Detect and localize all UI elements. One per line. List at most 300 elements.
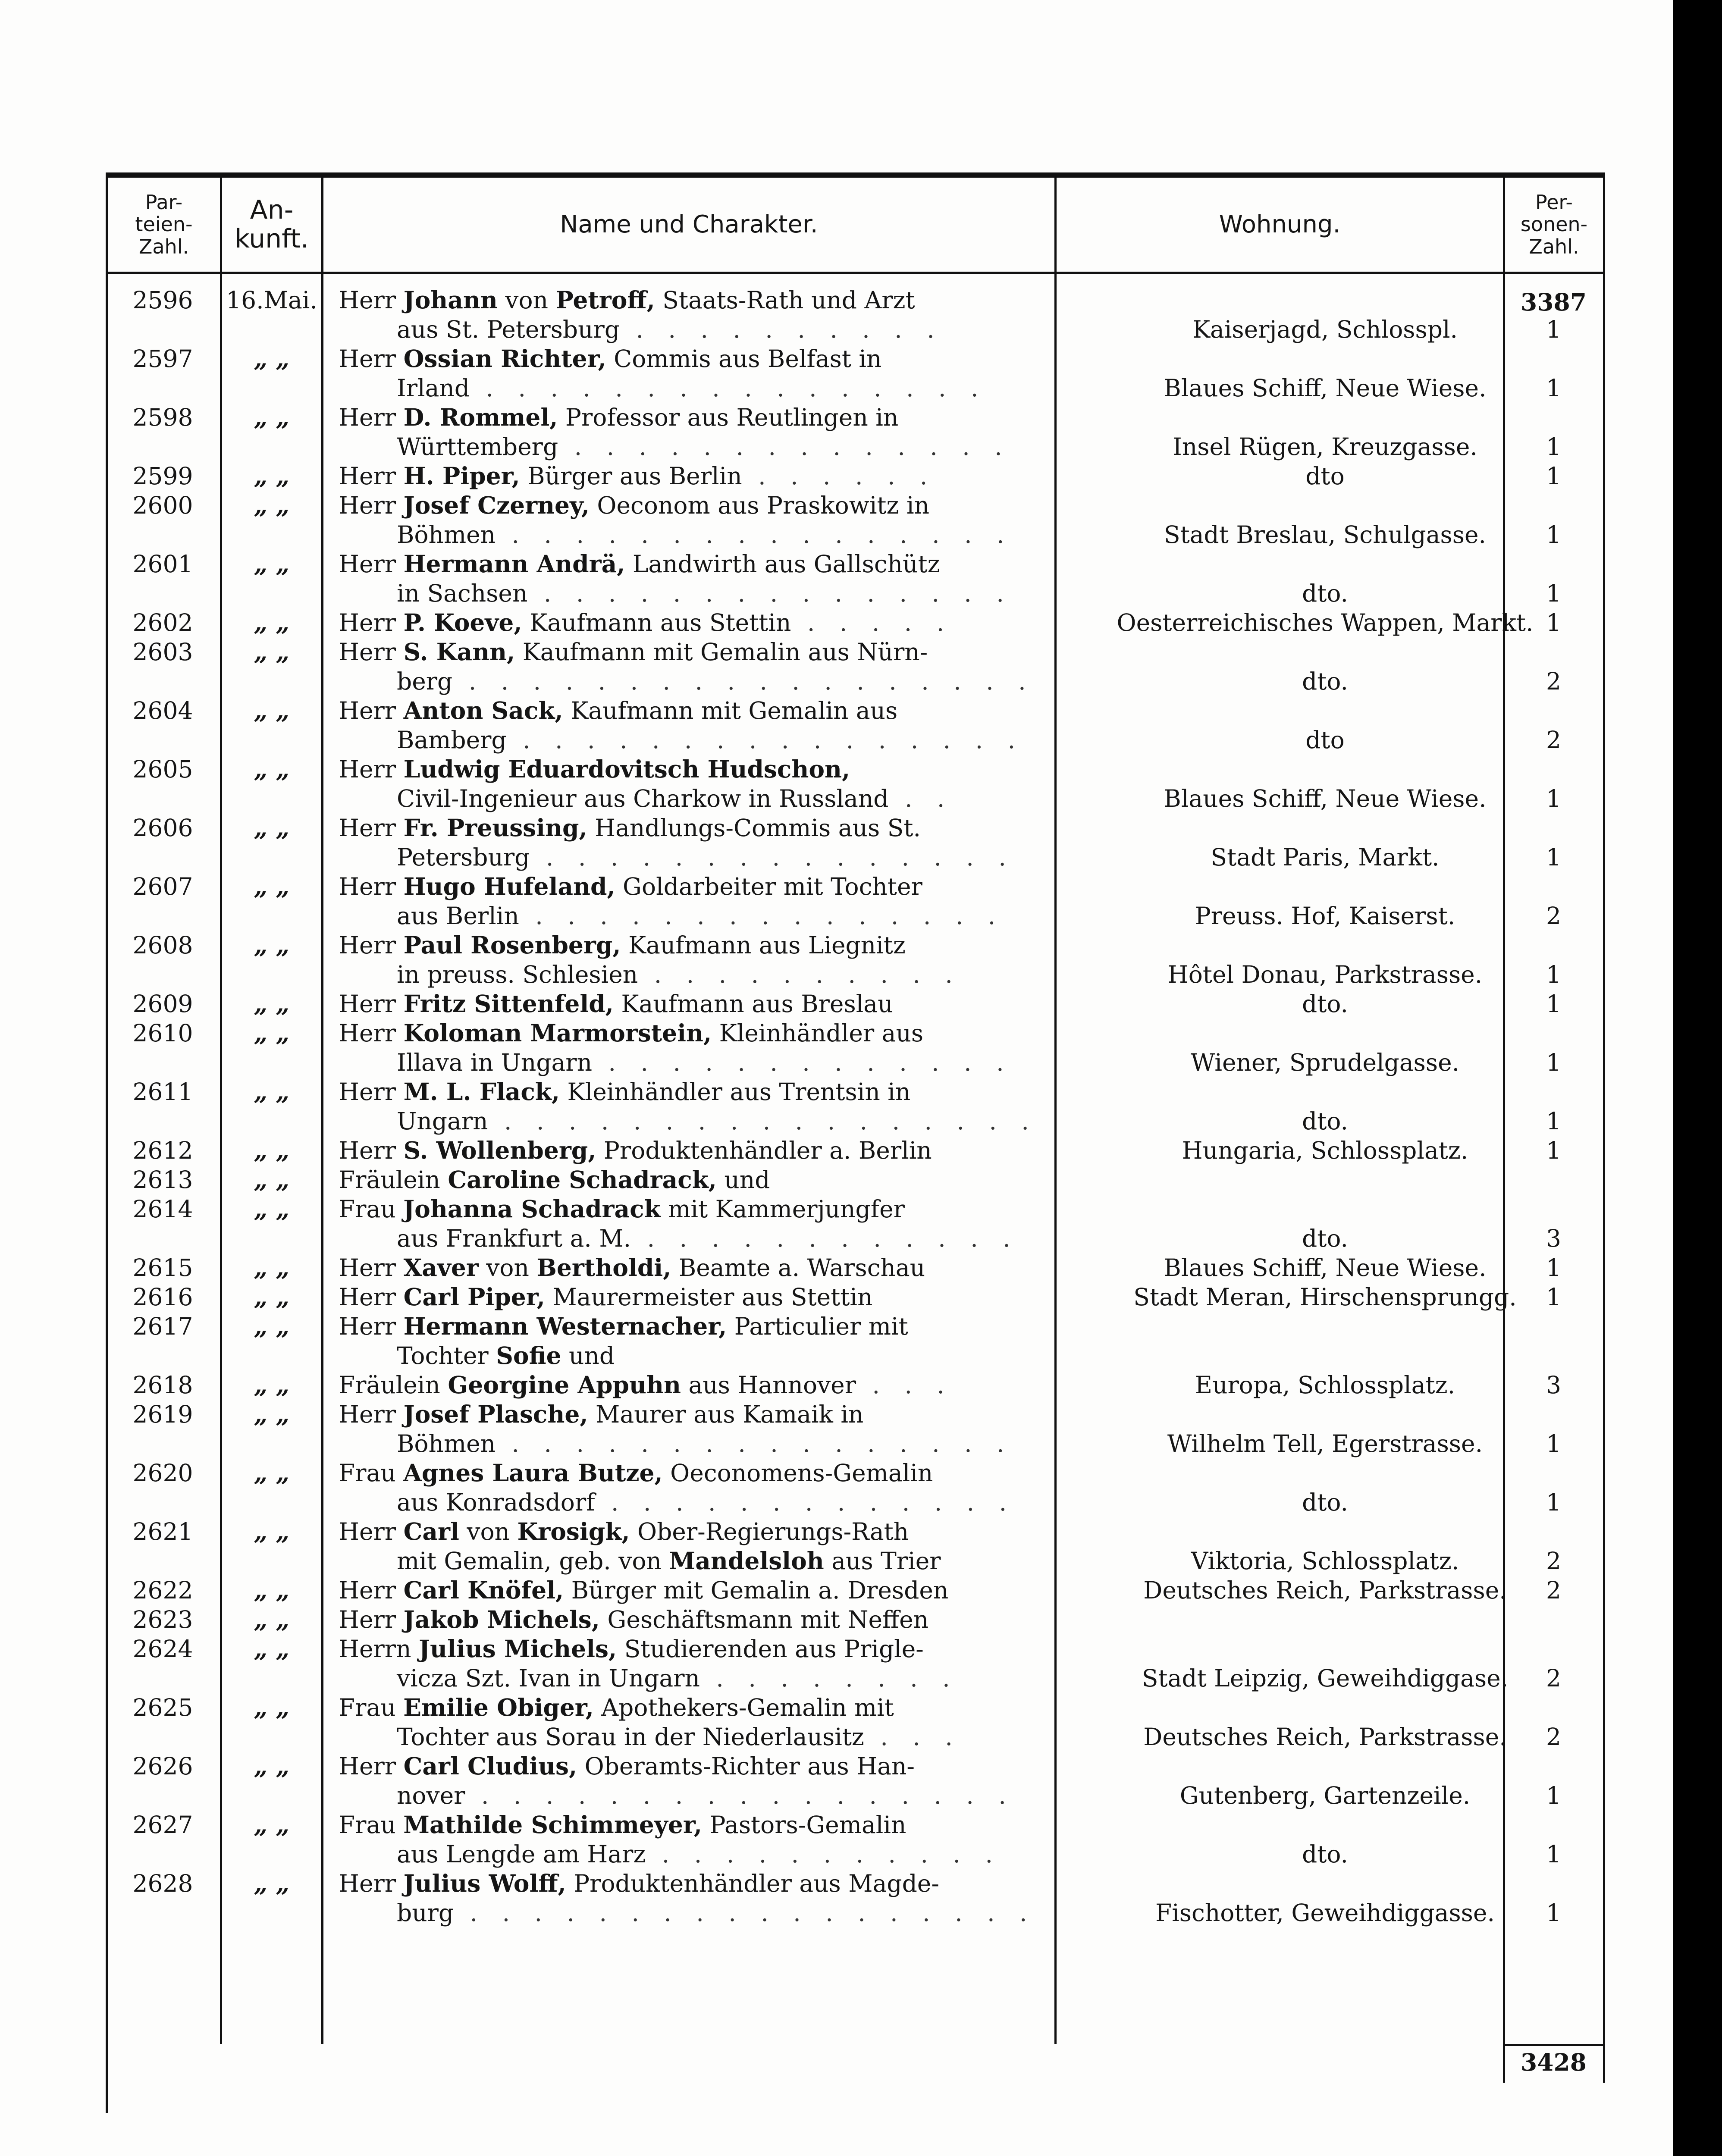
guest-name: S. Kann, bbox=[403, 638, 515, 666]
guest-name-character bbox=[339, 549, 1149, 608]
guest-name: Bertholdi, bbox=[536, 1253, 671, 1282]
guest-name: Paul Rosenberg, bbox=[403, 931, 621, 959]
person-count: 3 bbox=[1546, 1371, 1561, 1399]
guest-name: Hermann Westernacher, bbox=[403, 1312, 727, 1340]
guest-name: Josef Plasche, bbox=[403, 1400, 588, 1428]
entry-text: Petersburg bbox=[397, 843, 530, 871]
residence: dto. bbox=[1302, 667, 1348, 695]
arrival-date: „ „ bbox=[254, 755, 290, 783]
person-count: 1 bbox=[1546, 990, 1561, 1018]
guest-name-character bbox=[339, 989, 1149, 1018]
leader-dots: . . . . . . . . . . . . . . . . . . bbox=[454, 1899, 1036, 1927]
entry-line bbox=[339, 1400, 1149, 1429]
entry-text: Herr bbox=[339, 755, 404, 783]
table-row bbox=[106, 1400, 1605, 1458]
entry-text: in preuss. Schlesien bbox=[397, 961, 638, 988]
guest-name-character bbox=[339, 285, 1149, 344]
entry-text: Commis aus Belfast in bbox=[606, 345, 882, 373]
header-arrival: An- kunft. bbox=[235, 194, 309, 254]
person-count: 1 bbox=[1546, 1107, 1561, 1135]
person-count: 2 bbox=[1546, 902, 1561, 930]
leader-dots: . . . . . . . . . . . . . . . . . . bbox=[452, 667, 1035, 695]
entry-line bbox=[339, 1576, 1149, 1605]
entry-text: Landwirth aus Gallschütz bbox=[625, 550, 940, 578]
entry-text: Kaufmann aus Breslau bbox=[613, 990, 893, 1018]
entry-text: Herr bbox=[339, 931, 404, 959]
guest-name: Ossian Richter, bbox=[403, 345, 606, 373]
total-count: 3428 bbox=[1520, 2048, 1587, 2076]
entry-text: Illava in Ungarn bbox=[397, 1049, 593, 1076]
guest-name: Anton Sack, bbox=[403, 696, 563, 724]
guest-name: Georgine Appuhn bbox=[448, 1371, 681, 1399]
arrival-date: „ „ bbox=[254, 1811, 290, 1839]
table-row bbox=[106, 1194, 1605, 1253]
entry-line bbox=[339, 1224, 1149, 1253]
guest-name: Hermann Andrä, bbox=[403, 550, 625, 578]
guest-name-character bbox=[339, 1282, 1149, 1312]
entry-text: Kleinhändler aus bbox=[712, 1019, 924, 1047]
guest-name: Josef Czerney, bbox=[403, 491, 590, 519]
entry-text: aus St. Petersburg bbox=[397, 316, 620, 343]
register-rows bbox=[106, 285, 1605, 1927]
entry-text: Herr bbox=[339, 873, 404, 900]
entry-text: burg bbox=[397, 1899, 454, 1927]
entry-line bbox=[339, 843, 1149, 872]
entry-text: Geschäftsmann mit Neffen bbox=[599, 1606, 929, 1633]
residence: dto bbox=[1305, 462, 1345, 490]
entry-line bbox=[339, 872, 1149, 901]
entry-line bbox=[339, 1898, 1149, 1927]
entry-text: Herr bbox=[339, 1401, 404, 1428]
guest-name-character bbox=[339, 1517, 1149, 1576]
guest-name-character bbox=[339, 1810, 1149, 1869]
guest-name-character bbox=[339, 1869, 1149, 1927]
entry-text: Civil-Ingenieur aus Charkow in Russland bbox=[397, 785, 889, 812]
table-row bbox=[106, 344, 1605, 403]
table-row bbox=[106, 1576, 1605, 1605]
entry-text: Herr bbox=[339, 1606, 404, 1633]
leader-dots: . . . . . . . . . . . . . bbox=[592, 1049, 1013, 1076]
entry-line bbox=[339, 608, 1149, 637]
leader-dots: . . bbox=[888, 785, 954, 812]
entry-text: Bürger aus Berlin bbox=[520, 462, 742, 490]
entry-line bbox=[339, 1722, 1149, 1752]
guest-name: Mandelsloh bbox=[669, 1547, 824, 1575]
entry-line bbox=[339, 667, 1149, 696]
person-count: 1 bbox=[1546, 961, 1561, 988]
entry-line bbox=[339, 344, 1149, 373]
entry-line bbox=[339, 960, 1149, 989]
party-number: 2602 bbox=[132, 609, 193, 636]
party-number: 2625 bbox=[132, 1694, 193, 1721]
guest-name-character bbox=[339, 1194, 1149, 1253]
party-number: 2614 bbox=[132, 1195, 193, 1223]
guest-name: D. Rommel, bbox=[403, 403, 558, 431]
person-count: 2 bbox=[1546, 726, 1561, 754]
guest-name: Agnes Laura Butze, bbox=[403, 1459, 663, 1487]
entry-text: Bamberg bbox=[397, 726, 507, 754]
entry-line bbox=[339, 637, 1149, 667]
arrival-date: „ „ bbox=[254, 1752, 290, 1780]
entry-text: von bbox=[459, 1518, 518, 1545]
entry-line bbox=[339, 1165, 1149, 1194]
entry-text: aus Lengde am Harz bbox=[397, 1840, 646, 1868]
leader-dots: . . . . . . . . . . . . bbox=[631, 1225, 1019, 1252]
entry-line bbox=[339, 725, 1149, 755]
arrival-date: „ „ bbox=[254, 1576, 290, 1604]
residence: Stadt Breslau, Schulgasse. bbox=[1164, 521, 1486, 548]
guest-name: Fr. Preussing, bbox=[403, 814, 587, 842]
residence: Gutenberg, Gartenzeile. bbox=[1179, 1782, 1471, 1809]
guest-name-character bbox=[339, 1165, 1149, 1194]
table-row bbox=[106, 1312, 1605, 1370]
entry-text: Herr bbox=[339, 1518, 404, 1545]
guest-name: Johann bbox=[403, 286, 498, 314]
leader-dots: . . . . . . . . . . . . . . . . bbox=[496, 1430, 1013, 1457]
arrival-date: „ „ bbox=[254, 1136, 290, 1164]
entry-text: Maurer aus Kamaik in bbox=[588, 1401, 864, 1428]
guest-name: Petroff, bbox=[555, 286, 655, 314]
party-number: 2613 bbox=[132, 1166, 193, 1194]
leader-dots: . . . . . . . . . . . . . . . . bbox=[506, 726, 1024, 754]
party-number: 2626 bbox=[132, 1752, 193, 1780]
leader-dots: . . . . . . . . bbox=[699, 1664, 959, 1692]
entry-text: Tochter aus Sorau in der Niederlausitz bbox=[397, 1723, 864, 1751]
entry-text: Kaufmann mit Gemalin aus bbox=[563, 697, 898, 724]
header-rule bbox=[106, 272, 1605, 274]
entry-line bbox=[339, 1517, 1149, 1546]
party-number: 2603 bbox=[132, 638, 193, 666]
entry-line bbox=[339, 1781, 1149, 1810]
table-row bbox=[106, 1018, 1605, 1077]
guest-register-table bbox=[106, 172, 1605, 2113]
entry-line bbox=[339, 1605, 1149, 1634]
table-row bbox=[106, 1693, 1605, 1752]
entry-line bbox=[339, 1458, 1149, 1488]
residence: dto. bbox=[1302, 1489, 1348, 1516]
entry-line bbox=[339, 1752, 1149, 1781]
party-number: 2609 bbox=[132, 990, 193, 1018]
entry-text: Herr bbox=[339, 990, 404, 1018]
arrival-date: „ „ bbox=[254, 696, 290, 724]
entry-line bbox=[339, 403, 1149, 432]
entry-text: und bbox=[716, 1166, 770, 1194]
party-number: 2597 bbox=[132, 345, 193, 373]
residence: Blaues Schiff, Neue Wiese. bbox=[1164, 1254, 1487, 1282]
guest-name-character bbox=[339, 1077, 1149, 1136]
residence: dto bbox=[1305, 726, 1345, 754]
entry-text: nover bbox=[397, 1782, 465, 1809]
entry-line bbox=[339, 813, 1149, 843]
leader-dots: . . . . . . . . . . . . . . . bbox=[530, 843, 1015, 871]
entry-line bbox=[339, 755, 1149, 784]
party-number: 2616 bbox=[132, 1283, 193, 1311]
person-count: 1 bbox=[1546, 462, 1561, 490]
entry-line bbox=[339, 373, 1149, 403]
guest-name-character bbox=[339, 755, 1149, 813]
leader-dots: . . . . . bbox=[791, 609, 953, 636]
entry-text: Frau bbox=[339, 1195, 404, 1223]
guest-name-character bbox=[339, 931, 1149, 989]
arrival-date: „ „ bbox=[254, 1166, 290, 1194]
guest-name: Emilie Obiger, bbox=[403, 1693, 594, 1721]
entry-text: Bürger mit Gemalin a. Dresden bbox=[564, 1576, 949, 1604]
arrival-date: 16.Mai. bbox=[226, 286, 317, 314]
entry-line bbox=[339, 461, 1149, 491]
leader-dots: . . . . . . . . . . . . . . . bbox=[519, 902, 1004, 930]
entry-line bbox=[339, 520, 1149, 549]
guest-name-character bbox=[339, 1693, 1149, 1752]
guest-name: Carl Piper, bbox=[403, 1283, 545, 1311]
entry-line bbox=[339, 1869, 1149, 1898]
guest-name: Ludwig Eduardovitsch Hudschon, bbox=[403, 755, 850, 783]
person-count: 2 bbox=[1546, 667, 1561, 695]
party-number: 2605 bbox=[132, 755, 193, 783]
arrival-date: „ „ bbox=[254, 550, 290, 578]
person-count: 1 bbox=[1546, 1899, 1561, 1927]
arrival-date: „ „ bbox=[254, 1283, 290, 1311]
entry-text: Ungarn bbox=[397, 1107, 488, 1135]
entry-text: Oeconom aus Praskowitz in bbox=[589, 492, 930, 519]
entry-text: von bbox=[497, 286, 556, 314]
table-row bbox=[106, 696, 1605, 755]
party-number: 2601 bbox=[132, 550, 193, 578]
table-row bbox=[106, 989, 1605, 1018]
arrival-date: „ „ bbox=[254, 1459, 290, 1487]
entry-text: Herr bbox=[339, 1019, 404, 1047]
guest-name: M. L. Flack, bbox=[403, 1078, 560, 1106]
entry-text: Frau bbox=[339, 1811, 404, 1839]
table-row bbox=[106, 813, 1605, 872]
arrival-date: „ „ bbox=[254, 1693, 290, 1721]
table-row bbox=[106, 1517, 1605, 1576]
guest-name: P. Koeve, bbox=[403, 608, 522, 636]
residence: Blaues Schiff, Neue Wiese. bbox=[1164, 374, 1487, 402]
entry-text: aus Frankfurt a. M. bbox=[397, 1225, 631, 1252]
table-row bbox=[106, 1253, 1605, 1282]
arrival-date: „ „ bbox=[254, 1019, 290, 1047]
person-count: 1 bbox=[1546, 1283, 1561, 1311]
table-row bbox=[106, 1165, 1605, 1194]
entry-text: aus Hannover bbox=[681, 1371, 856, 1399]
arrival-date: „ „ bbox=[254, 1400, 290, 1428]
entry-text: Apothekers-Gemalin mit bbox=[593, 1694, 894, 1721]
table-row bbox=[106, 1458, 1605, 1517]
entry-line bbox=[339, 1018, 1149, 1048]
entry-text: Kaufmann aus Liegnitz bbox=[621, 931, 906, 959]
guest-name: Caroline Schadrack, bbox=[448, 1166, 717, 1194]
entry-line bbox=[339, 1839, 1149, 1869]
residence: Hungaria, Schlossplatz. bbox=[1182, 1137, 1468, 1164]
entry-line bbox=[339, 1282, 1149, 1312]
entry-line bbox=[339, 285, 1149, 315]
guest-name-character bbox=[339, 813, 1149, 872]
table-row bbox=[106, 1370, 1605, 1400]
entry-text: berg bbox=[397, 667, 453, 695]
guest-name: Carl Knöfel, bbox=[403, 1576, 564, 1604]
table-row bbox=[106, 549, 1605, 608]
leader-dots: . . . . . . . . . . . . . . bbox=[558, 433, 1011, 461]
arrival-date: „ „ bbox=[254, 872, 290, 900]
entry-text: Goldarbeiter mit Tochter bbox=[615, 873, 922, 900]
party-number: 2618 bbox=[132, 1371, 193, 1399]
person-count: 1 bbox=[1546, 609, 1561, 636]
residence: Oesterreichisches Wappen, Markt. bbox=[1117, 609, 1534, 636]
guest-name-character bbox=[339, 637, 1149, 696]
entry-text: Württemberg bbox=[397, 433, 558, 461]
table-row bbox=[106, 1810, 1605, 1869]
arrival-date: „ „ bbox=[254, 638, 290, 666]
entry-line bbox=[339, 1048, 1149, 1077]
party-number: 2622 bbox=[132, 1576, 193, 1604]
person-count: 1 bbox=[1546, 785, 1561, 812]
person-count: 1 bbox=[1546, 1430, 1561, 1457]
table-row bbox=[106, 461, 1605, 491]
guest-name-character bbox=[339, 1458, 1149, 1517]
residence: Wiener, Sprudelgasse. bbox=[1190, 1049, 1460, 1076]
entry-line bbox=[339, 432, 1149, 461]
residence: Viktoria, Schlossplatz. bbox=[1191, 1547, 1459, 1575]
entry-line bbox=[339, 1341, 1149, 1370]
entry-text: Tochter bbox=[397, 1342, 496, 1369]
residence: Insel Rügen, Kreuzgasse. bbox=[1173, 433, 1477, 461]
entry-text: aus Trier bbox=[824, 1547, 941, 1575]
arrival-date: „ „ bbox=[254, 462, 290, 490]
entry-text: Kleinhändler aus Trentsin in bbox=[560, 1078, 911, 1106]
entry-text: Oeconomens-Gemalin bbox=[662, 1459, 933, 1487]
party-number: 2610 bbox=[132, 1019, 193, 1047]
entry-line bbox=[339, 1194, 1149, 1224]
entry-text: Böhmen bbox=[397, 521, 496, 548]
guest-name: Fritz Sittenfeld, bbox=[403, 990, 614, 1018]
guest-name: S. Wollenberg, bbox=[403, 1136, 596, 1164]
person-count: 1 bbox=[1546, 374, 1561, 402]
guest-name-character bbox=[339, 461, 1149, 491]
guest-name-character bbox=[339, 403, 1149, 461]
entry-text: Böhmen bbox=[397, 1430, 496, 1457]
entry-text: Beamte a. Warschau bbox=[671, 1254, 925, 1282]
arrival-date: „ „ bbox=[254, 1869, 290, 1897]
entry-text: Particulier mit bbox=[727, 1313, 908, 1340]
residence: Hôtel Donau, Parkstrasse. bbox=[1167, 961, 1483, 988]
entry-text: Herr bbox=[339, 609, 404, 636]
table-row bbox=[106, 755, 1605, 813]
party-number: 2615 bbox=[132, 1254, 193, 1282]
entry-text: Herr bbox=[339, 638, 404, 666]
entry-text: Herr bbox=[339, 814, 404, 842]
leader-dots: . . . . . . . . . . . . . . . . . bbox=[465, 1782, 1015, 1809]
arrival-date: „ „ bbox=[254, 1371, 290, 1399]
guest-name-character bbox=[339, 696, 1149, 755]
entry-text: Produktenhändler aus Magde- bbox=[566, 1870, 939, 1897]
entry-line bbox=[339, 1546, 1149, 1576]
person-count: 1 bbox=[1546, 1782, 1561, 1809]
guest-name-character bbox=[339, 491, 1149, 549]
guest-name-character bbox=[339, 1253, 1149, 1282]
entry-text: Kaufmann aus Stettin bbox=[522, 609, 791, 636]
residence: Deutsches Reich, Parkstrasse. bbox=[1143, 1723, 1507, 1751]
leader-dots: . . . bbox=[856, 1371, 953, 1399]
guest-name: Sofie bbox=[496, 1341, 561, 1369]
residence: Kaiserjagd, Schlosspl. bbox=[1192, 316, 1458, 343]
guest-name: Julius Michels, bbox=[419, 1635, 617, 1663]
residence: Preuss. Hof, Kaiserst. bbox=[1195, 902, 1455, 930]
leader-dots: . . . . . . . . . . . bbox=[646, 1840, 1001, 1868]
entry-line bbox=[339, 1488, 1149, 1517]
person-count: 2 bbox=[1546, 1547, 1561, 1575]
residence: Stadt Leipzig, Geweihdiggase. bbox=[1142, 1664, 1509, 1692]
header-party-number: Par- teien- Zahl. bbox=[135, 190, 193, 258]
entry-text: Irland bbox=[397, 374, 470, 402]
leader-dots: . . . . . . . . . . . . . . . . . bbox=[488, 1107, 1038, 1135]
residence: Stadt Paris, Markt. bbox=[1211, 843, 1440, 871]
party-number: 2611 bbox=[132, 1078, 193, 1106]
guest-name-character bbox=[339, 1400, 1149, 1458]
entry-line bbox=[339, 315, 1149, 344]
party-number: 2628 bbox=[132, 1870, 193, 1897]
entry-line bbox=[339, 1106, 1149, 1136]
entry-text: Frau bbox=[339, 1459, 404, 1487]
entry-text: mit Gemalin, geb. von bbox=[397, 1547, 669, 1575]
party-number: 2621 bbox=[132, 1518, 193, 1545]
entry-text: Ober-Regierungs-Rath bbox=[630, 1518, 909, 1545]
residence: Wilhelm Tell, Egerstrasse. bbox=[1167, 1430, 1483, 1457]
person-count: 2 bbox=[1546, 1664, 1561, 1692]
entry-text: in Sachsen bbox=[397, 580, 528, 607]
entry-line bbox=[339, 549, 1149, 579]
entry-text: Herr bbox=[339, 492, 404, 519]
entry-line bbox=[339, 784, 1149, 813]
party-number: 2612 bbox=[132, 1137, 193, 1164]
table-row bbox=[106, 403, 1605, 461]
table-row bbox=[106, 608, 1605, 637]
entry-text: Herr bbox=[339, 1576, 404, 1604]
entry-line bbox=[339, 1664, 1149, 1693]
entry-line bbox=[339, 1810, 1149, 1839]
entry-text: Herr bbox=[339, 1254, 404, 1282]
residence: dto. bbox=[1302, 990, 1348, 1018]
table-row bbox=[106, 491, 1605, 549]
leader-dots: . . . . . . bbox=[742, 462, 936, 490]
person-count: 1 bbox=[1546, 1137, 1561, 1164]
table-row bbox=[106, 1077, 1605, 1136]
guest-name-character bbox=[339, 872, 1149, 931]
guest-name: Julius Wolff, bbox=[403, 1869, 566, 1897]
leader-dots: . . . . . . . . . . . . . . . . bbox=[496, 521, 1013, 548]
entry-text: Studierenden aus Prigle- bbox=[617, 1635, 924, 1663]
party-number: 2608 bbox=[132, 931, 193, 959]
arrival-date: „ „ bbox=[254, 1312, 290, 1340]
entry-text: mit Kammerjungfer bbox=[660, 1195, 905, 1223]
arrival-date: „ „ bbox=[254, 1605, 290, 1633]
entry-text: Herr bbox=[339, 286, 404, 314]
guest-name-character bbox=[339, 1312, 1149, 1370]
entry-text: Fräulein bbox=[339, 1166, 448, 1194]
party-number: 2624 bbox=[132, 1635, 193, 1663]
entry-text: Frau bbox=[339, 1694, 404, 1721]
party-number: 2617 bbox=[132, 1313, 193, 1340]
entry-line bbox=[339, 931, 1149, 960]
entry-text: Herr bbox=[339, 550, 404, 578]
table-row bbox=[106, 1605, 1605, 1634]
guest-name: Carl Cludius, bbox=[403, 1752, 577, 1780]
guest-name-character bbox=[339, 1634, 1149, 1693]
entry-text: Herr bbox=[339, 345, 404, 373]
person-count: 1 bbox=[1546, 433, 1561, 461]
table-row bbox=[106, 1634, 1605, 1693]
guest-name: Koloman Marmorstein, bbox=[403, 1019, 712, 1047]
arrival-date: „ „ bbox=[254, 608, 290, 636]
